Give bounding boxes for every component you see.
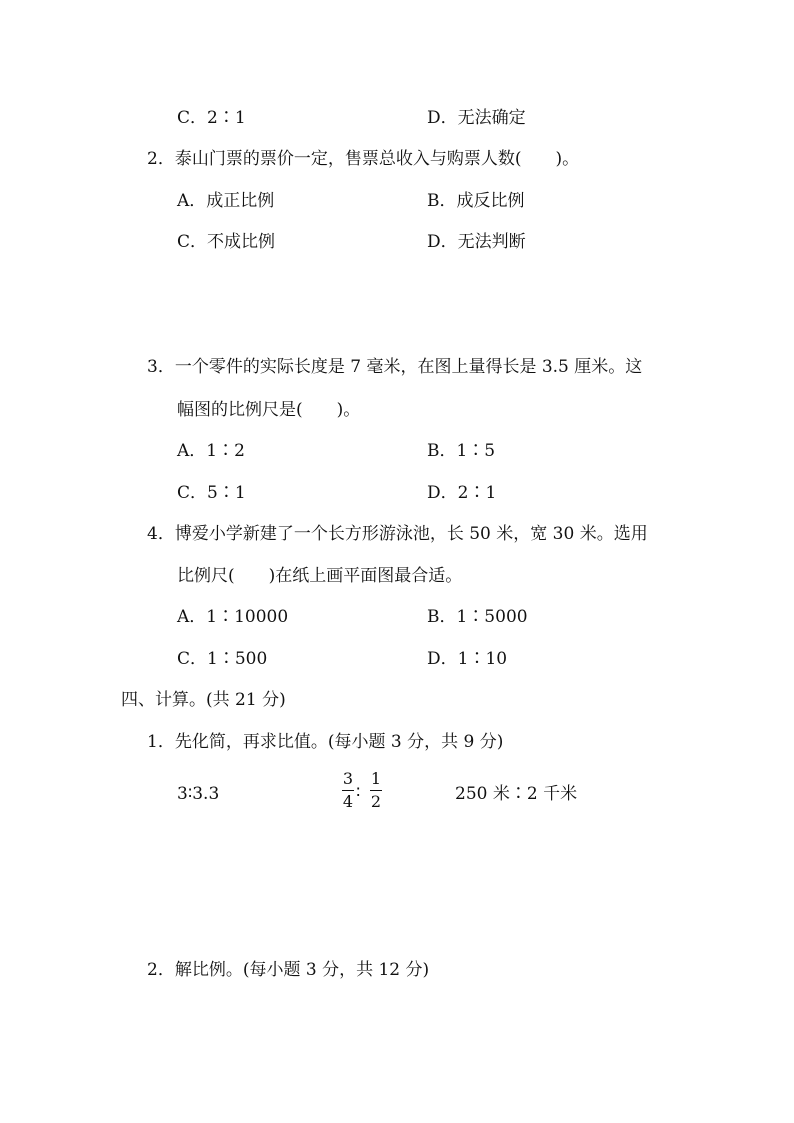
fraction-right-denominator: 2 — [370, 792, 382, 811]
q3-stem-line1: 3．一个零件的实际长度是 7 毫米，在图上量得长是 3.5 厘米。这 — [147, 357, 643, 377]
q1-option-d: D．无法确定 — [427, 108, 526, 128]
q2-option-c: C．不成比例 — [177, 232, 276, 252]
q2-option-d: D．无法判断 — [427, 232, 526, 252]
q4-option-d: D．1∶10 — [427, 649, 508, 669]
fraction-right-numerator: 1 — [370, 769, 382, 788]
fraction-bar — [370, 790, 382, 791]
calc-item-1: 3∶3.3 — [177, 784, 220, 804]
q2-stem: 2．泰山门票的票价一定，售票总收入与购票人数( )。 — [147, 149, 580, 169]
calc-item-3: 250 米∶2 千米 — [455, 784, 578, 804]
section4-sub1-title: 1．先化简，再求比值。(每小题 3 分，共 9 分) — [147, 732, 504, 752]
q4-stem-line1: 4．博爱小学新建了一个长方形游泳池，长 50 米，宽 30 米。选用 — [147, 524, 648, 544]
fraction-right — [370, 770, 382, 811]
section4-sub2-title: 2．解比例。(每小题 3 分，共 12 分) — [147, 960, 430, 980]
q2-option-a: A．成正比例 — [177, 191, 275, 211]
q3-option-a: A．1∶2 — [177, 441, 245, 461]
q4-option-c: C．1∶500 — [177, 649, 268, 669]
q1-option-c: C．2∶1 — [177, 108, 246, 128]
q2-option-b: B．成反比例 — [427, 191, 525, 211]
section4-heading: 四、计算。(共 21 分) — [121, 690, 286, 710]
q4-stem-line2: 比例尺( )在纸上画平面图最合适。 — [177, 566, 463, 586]
fraction-bar — [342, 790, 354, 791]
fraction-left-numerator: 3 — [342, 769, 354, 788]
fraction-left — [342, 770, 354, 811]
q3-option-b: B．1∶5 — [427, 441, 496, 461]
q3-option-d: D．2∶1 — [427, 483, 497, 503]
q3-option-c: C．5∶1 — [177, 483, 246, 503]
q3-stem-line2: 幅图的比例尺是( )。 — [177, 400, 361, 420]
fraction-left-denominator: 4 — [342, 792, 354, 811]
q4-option-b: B．1∶5000 — [427, 607, 528, 627]
q4-option-a: A．1∶10000 — [177, 607, 289, 627]
ratio-colon: ∶ — [356, 783, 361, 803]
